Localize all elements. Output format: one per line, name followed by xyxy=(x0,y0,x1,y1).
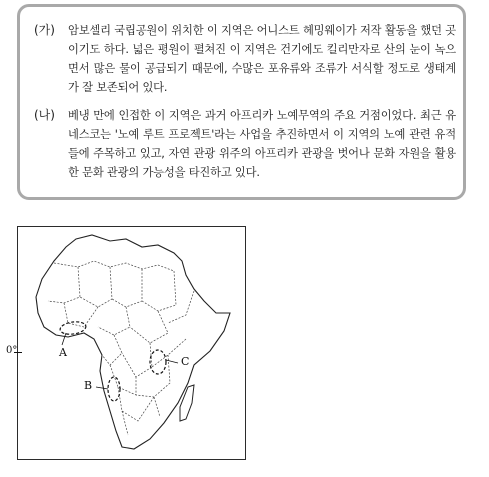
region-a-label: A xyxy=(59,346,67,359)
region-c-ellipse xyxy=(150,350,166,374)
africa-map xyxy=(6,226,246,460)
passage-box xyxy=(17,4,466,200)
leader-a xyxy=(62,333,66,345)
madagascar-island xyxy=(180,385,194,421)
country-borders xyxy=(48,261,194,435)
passage-marker-na: (나) xyxy=(34,108,55,122)
passage-ga xyxy=(34,21,456,97)
passage-na xyxy=(34,106,456,182)
region-b-ellipse xyxy=(108,377,120,401)
passage-text-na: 베냉 만에 인접한 이 지역은 과거 아프리카 노예무역의 주요 거점이었다. 최근 유네스코는 '노예 루트 프로젝트'라는 사업을 추진하면서 이 지역의 노예 관련 유적들에 주목하고 있고, 자연 관광 위주의 아프리카 관광을 벗어나 문화 자원을 활용한 문화 관광의 가능성을 타진하고 있다. xyxy=(68,109,456,179)
region-b-label: B xyxy=(84,379,93,392)
equator-label: 0° xyxy=(6,345,18,356)
africa-coastline xyxy=(36,235,230,449)
africa-map-drawing xyxy=(18,227,247,461)
passage-text-ga: 암보셀리 국립공원이 위치한 이 지역은 어니스트 헤밍웨이가 저작 활동을 했던 곳이기도 하다. 넓은 평원이 펼쳐진 이 지역은 건기에도 킬리만자로 산의 눈이 녹으면서 많은 물이 공급되기 때문에, 수많은 포유류와 조류가 서식할 정도로 생태계가 잘 보존되어 있다. xyxy=(68,24,456,94)
leader-b xyxy=(96,387,108,389)
region-c-label: C xyxy=(181,355,190,368)
leader-c xyxy=(166,360,178,363)
passage-marker-ga: (가) xyxy=(34,23,55,37)
